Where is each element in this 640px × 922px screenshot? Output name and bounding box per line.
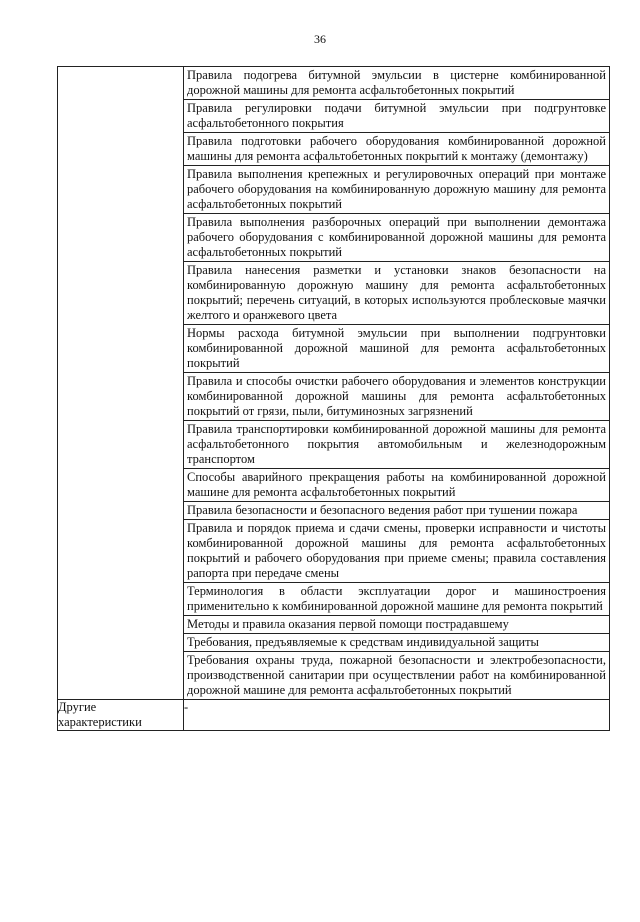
list-item: Терминология в области эксплуатации дорог и машиностроения применительно к комбинированной дорожной машине для ремонта покрытий [184, 583, 609, 616]
table-row [58, 67, 610, 700]
list-item: Способы аварийного прекращения работы на комбинированной дорожной машине для ремонта асфальтобетонных покрытий [184, 469, 609, 502]
list-item: Правила нанесения разметки и установки знаков безопасности на комбинированную дорожную машину для ремонта асфальтобетонных покрытий; перечень ситуаций, в которых используются проблесковые маячки желтого и оранжевого цвета [184, 262, 609, 325]
list-item: Правила транспортировки комбинированной дорожной машины для ремонта асфальтобетонного покрытия автомобильным и железнодорожным транспортом [184, 421, 609, 469]
list-item: Правила выполнения крепежных и регулировочных операций при монтаже рабочего оборудования на комбинированную дорожную машину для ремонта асфальтобетонных покрытий [184, 166, 609, 214]
page-number: 36 [314, 32, 326, 46]
list-item: Методы и правила оказания первой помощи пострадавшему [184, 616, 609, 634]
list-item: Нормы расхода битумной эмульсии при выполнении подгрунтовки комбинированной дорожной машиной для ремонта асфальтобетонных покрытий [184, 325, 609, 373]
row-content-cell [184, 67, 610, 700]
list-item: Правила регулировки подачи битумной эмульсии при подгрунтовке асфальтобетонного покрытия [184, 100, 609, 133]
list-item: Правила и порядок приема и сдачи смены, проверки исправности и чистоты комбинированной дорожной машины для ремонта асфальтобетонных покрытий и рабочего оборудования при приеме смены; правила составления рапорта при передаче смены [184, 520, 609, 583]
table-row [58, 700, 610, 731]
row-label-other-characteristics: Другие характеристики [58, 700, 184, 731]
list-item: Требования, предъявляемые к средствам индивидуальной защиты [184, 634, 609, 652]
list-item: Правила и способы очистки рабочего оборудования и элементов конструкции комбинированной дорожной машины для ремонта асфальтобетонных покрытий от грязи, пыли, битуминозных загрязнений [184, 373, 609, 421]
requirements-table [57, 66, 610, 731]
list-item: Правила подготовки рабочего оборудования комбинированной дорожной машины для ремонта асфальтобетонных покрытий к монтажу (демонтажу) [184, 133, 609, 166]
row-label-cell [58, 67, 184, 700]
list-item: Правила подогрева битумной эмульсии в цистерне комбинированной дорожной машины для ремонта асфальтобетонных покрытий [184, 67, 609, 100]
list-item: Требования охраны труда, пожарной безопасности и электробезопасности, производственной санитарии при осуществлении работ на комбинированной дорожной машине для ремонта асфальтобетонных покрытий [187, 653, 606, 697]
list-item: Правила безопасности и безопасного ведения работ при тушении пожара [184, 502, 609, 520]
row-value-other-characteristics: - [184, 700, 610, 731]
list-item: Правила выполнения разборочных операций при выполнении демонтажа рабочего оборудования с комбинированной дорожной машины для ремонта асфальтобетонных покрытий [184, 214, 609, 262]
